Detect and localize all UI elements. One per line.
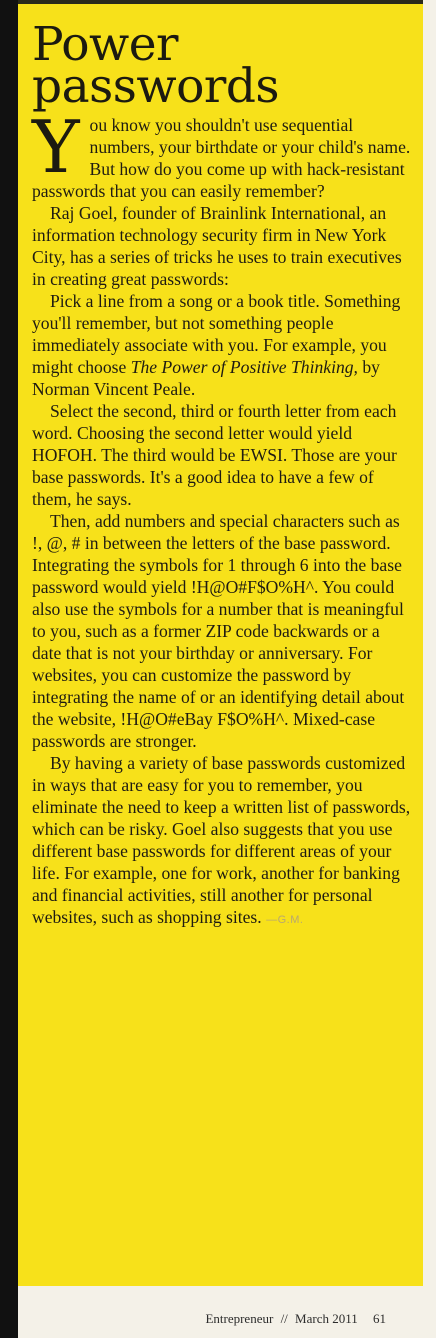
sidebar-box — [18, 4, 423, 1286]
page-footer — [205, 1311, 386, 1327]
publication-name: Entrepreneur — [205, 1311, 274, 1326]
title-line-1: Power — [32, 17, 179, 72]
issue-date: March 2011 — [295, 1311, 358, 1326]
paragraph-6 — [32, 752, 411, 931]
title-line-2: passwords — [32, 59, 280, 114]
paragraph-3-text-b: by Norman Vincent Peale. — [32, 357, 380, 399]
article-body — [32, 105, 411, 931]
paragraph-1-text: ou know you shouldn't use sequential numbers, your birthdate or your child's name. But how do you come up with hack-resistant passwords that you can easily remember? — [32, 115, 411, 201]
paragraph-5: Then, add numbers and special characters such as !, @, # in between the letters of the base password. Integrating the symbols for 1 through 6 into the base password would yield !H@O#F$O%H^. You could also use the symbols for a number that is meaningful to you, such as a former ZIP code backwards or a date that is not your birthday or anniversary. For websites, you can customize the password by integrating the name of or an identifying detail about the website, !H@O#eBay F$O%H^. Mixed-case passwords are stronger. — [32, 511, 405, 751]
article-title — [32, 17, 411, 114]
paragraph-3 — [32, 290, 411, 400]
paragraph-2: Raj Goel, founder of Brainlink International, an information technology security firm in New York City, has a series of tricks he uses to train executives in creating great passwords: — [32, 203, 402, 289]
drop-cap: Y — [32, 105, 80, 189]
page-number: 61 — [373, 1311, 386, 1326]
paragraph-3-text-a: Pick a line from a song or a book title. Something you'll remember, but not something people immediately associate with you. For example, you might choose — [32, 291, 401, 377]
book-title: The Power of Positive Thinking, — [130, 357, 358, 377]
paragraph-6-text: By having a variety of base passwords customized in ways that are easy for you to remember, you eliminate the need to keep a written list of passwords, which can be risky. Goel also suggests that you use different base passwords for different areas of your life. For example, one for work, another for banking and financial activities, still another for personal websites, such as shopping sites. — [32, 753, 411, 927]
byline: —G.M. — [266, 914, 304, 926]
footer-separator: // — [280, 1311, 288, 1326]
page-spine-shadow — [0, 0, 18, 1338]
paragraph-4: Select the second, third or fourth letter from each word. Choosing the second letter would yield HOFOH. The third would be EWSI. Those are your base passwords. It's a good idea to have a few of them, he says. — [32, 401, 397, 509]
paragraph-1 — [32, 105, 411, 202]
